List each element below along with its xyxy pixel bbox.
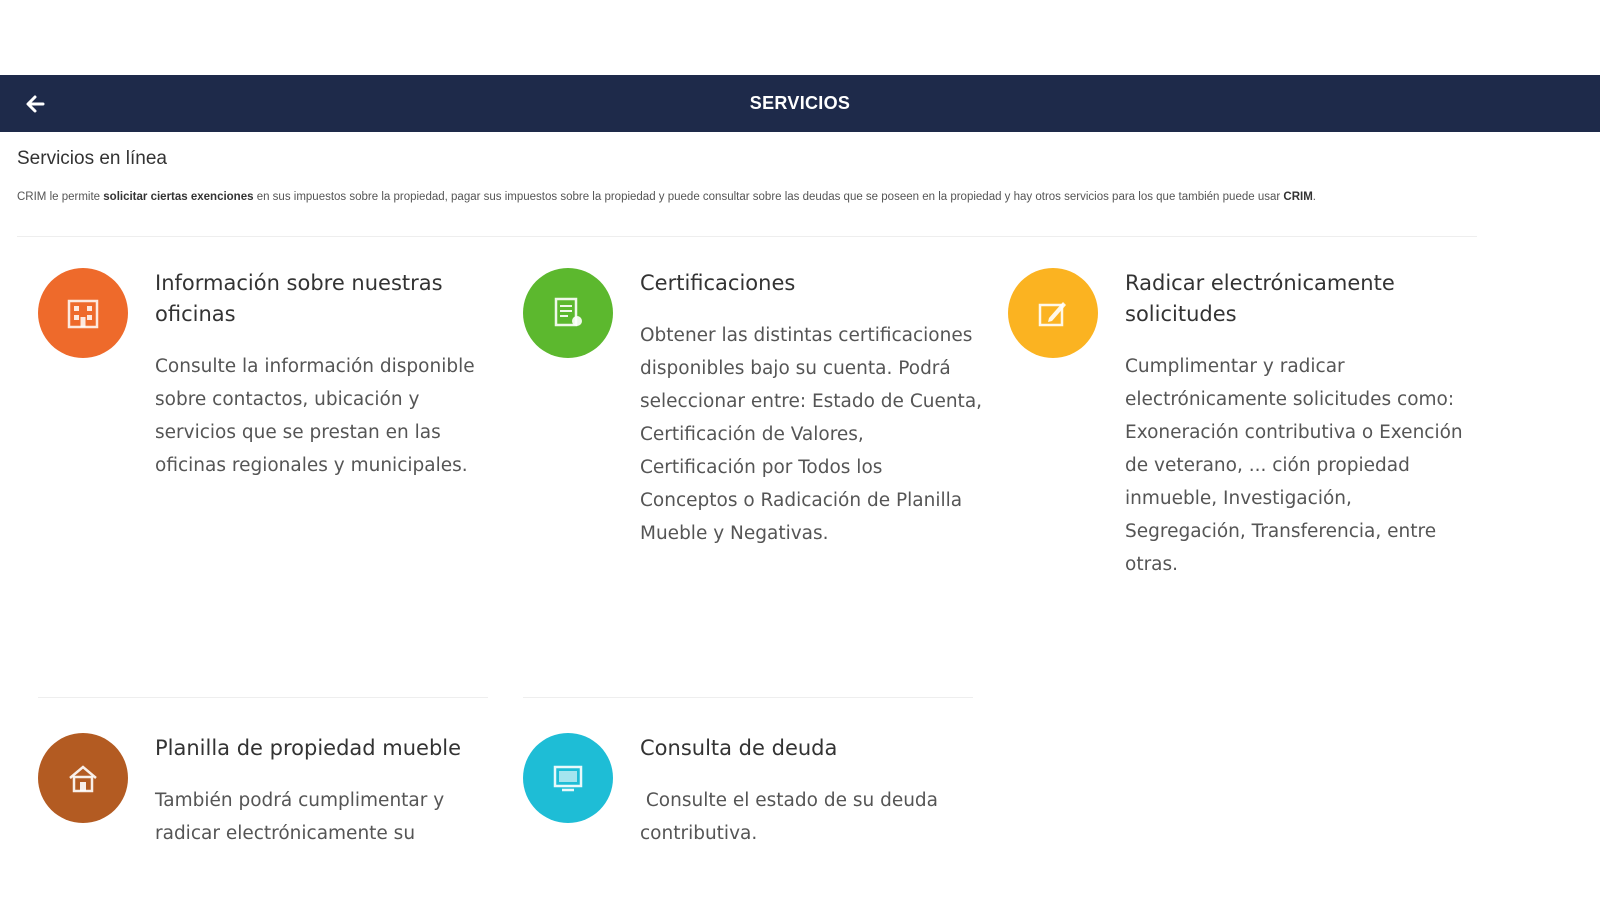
card-icon-circle[interactable] (38, 733, 128, 823)
certificate-document-icon (548, 293, 588, 333)
card-title[interactable]: Consulta de deuda (640, 736, 838, 760)
divider (17, 236, 1477, 237)
section-title: Servicios en línea (17, 148, 167, 169)
card-icon-circle[interactable] (38, 268, 128, 358)
intro-text: CRIM le permite solicitar ciertas exenciones en sus impuestos sobre la propiedad, pagar sus impuestos sobre la propiedad y puede consultar sobre las deudas que se poseen en la propiedad y hay otros servicios para los que también puede usar CRIM. (17, 191, 1316, 203)
house-icon (63, 758, 103, 798)
monitor-icon (548, 758, 588, 798)
card-title[interactable]: Certificaciones (640, 271, 796, 295)
card-description: Consulte la información disponible sobre contactos, ubicación y servicios que se prestan en las oficinas regionales y municipales. (155, 356, 475, 476)
card-description: Consulte el estado de su deuda contributiva. (640, 790, 944, 844)
header-bar (0, 75, 1600, 132)
card-title[interactable]: Información sobre nuestras oficinas (155, 271, 443, 326)
card-title[interactable]: Radicar electrónicamente solicitudes (1125, 271, 1395, 326)
card-description: También podrá cumplimentar y radicar electrónicamente su (155, 790, 445, 844)
card-title[interactable]: Planilla de propiedad mueble (155, 736, 462, 760)
edit-form-icon (1033, 293, 1073, 333)
card-icon-circle[interactable] (523, 733, 613, 823)
page-title: SERVICIOS (749, 93, 851, 113)
divider (523, 697, 973, 698)
building-icon (63, 293, 103, 333)
card-description: Obtener las distintas certificaciones disponibles bajo su cuenta. Podrá seleccionar entre: Estado de Cuenta, Certificación de Valores, Certificación por Todos los Conceptos o Radicación de Planilla Mueble y Negativas. (640, 325, 983, 544)
card-description: Cumplimentar y radicar electrónicamente solicitudes como: Exoneración contributiva o Exención de veterano, ... ción propiedad inmueble, Investigación, Segregación, Transferencia, entre otras. (1125, 356, 1463, 575)
card-icon-circle[interactable] (523, 268, 613, 358)
divider (38, 697, 488, 698)
card-icon-circle[interactable] (1008, 268, 1098, 358)
